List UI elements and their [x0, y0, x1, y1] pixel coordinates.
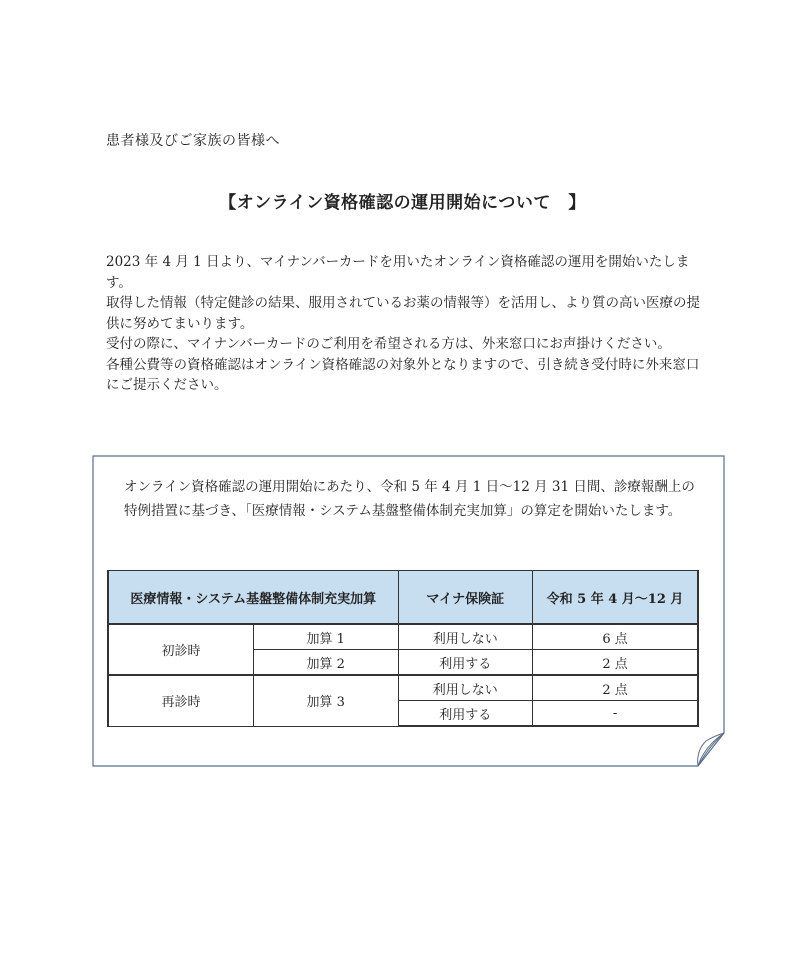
- intro-paragraph-4: 各種公費等の資格確認はオンライン資格確認の対象外となりますので、引き続き受付時に外来窓口にご提示ください。: [106, 356, 700, 393]
- points-cell: 2 点: [533, 675, 698, 701]
- note-text: オンライン資格確認の運用開始にあたり、令和 5 年 4 月 1 日～12 月 31 日間、診療報酬上の特例措置に基づき、「医療情報・システム基盤整備体制充実加算」の算定を開始いたします。: [124, 479, 695, 519]
- visit-first: 初診時: [108, 624, 254, 675]
- header-addition: 医療情報・システム基盤整備体制充実加算: [108, 571, 398, 625]
- addition-cell: 加算 2: [254, 650, 399, 676]
- header-period: 令和 5 年 4 月～12 月: [533, 571, 698, 625]
- addition-cell: 加算 1: [254, 624, 399, 650]
- page-title: 【オンライン資格確認の運用開始について 】: [219, 193, 586, 213]
- points-cell: -: [533, 701, 698, 727]
- intro-paragraph-2: 取得した情報（特定健診の結果、服用されているお薬の情報等）を活用し、より質の高い医療の提供に努めてまいります。: [106, 295, 700, 332]
- card-usage-cell: 利用しない: [398, 675, 533, 701]
- card-usage-cell: 利用する: [398, 650, 533, 676]
- card-usage-cell: 利用しない: [398, 624, 533, 650]
- intro-paragraph-3: 受付の際に、マイナンバーカードのご利用を希望される方は、外来窓口にお声掛けください。: [106, 336, 671, 352]
- table-header-row: [108, 571, 698, 625]
- points-cell: 2 点: [533, 650, 698, 676]
- table-row: [108, 624, 698, 650]
- visit-revisit: 再診時: [108, 675, 254, 726]
- intro-text: [106, 252, 706, 396]
- greeting: 患者様及びご家族の皆様へ: [106, 133, 280, 149]
- header-my-number-card: マイナ保険証: [398, 571, 533, 625]
- table-row: [108, 675, 698, 701]
- points-cell: 6 点: [533, 624, 698, 650]
- addition-cell: 加算 3: [254, 675, 399, 726]
- intro-paragraph-1: 2023 年 4 月 1 日より、マイナンバーカードを用いたオンライン資格確認の運用を開始いたします。: [106, 254, 690, 291]
- fee-table: [107, 570, 699, 727]
- note-box: [92, 455, 725, 767]
- card-usage-cell: 利用する: [398, 701, 533, 727]
